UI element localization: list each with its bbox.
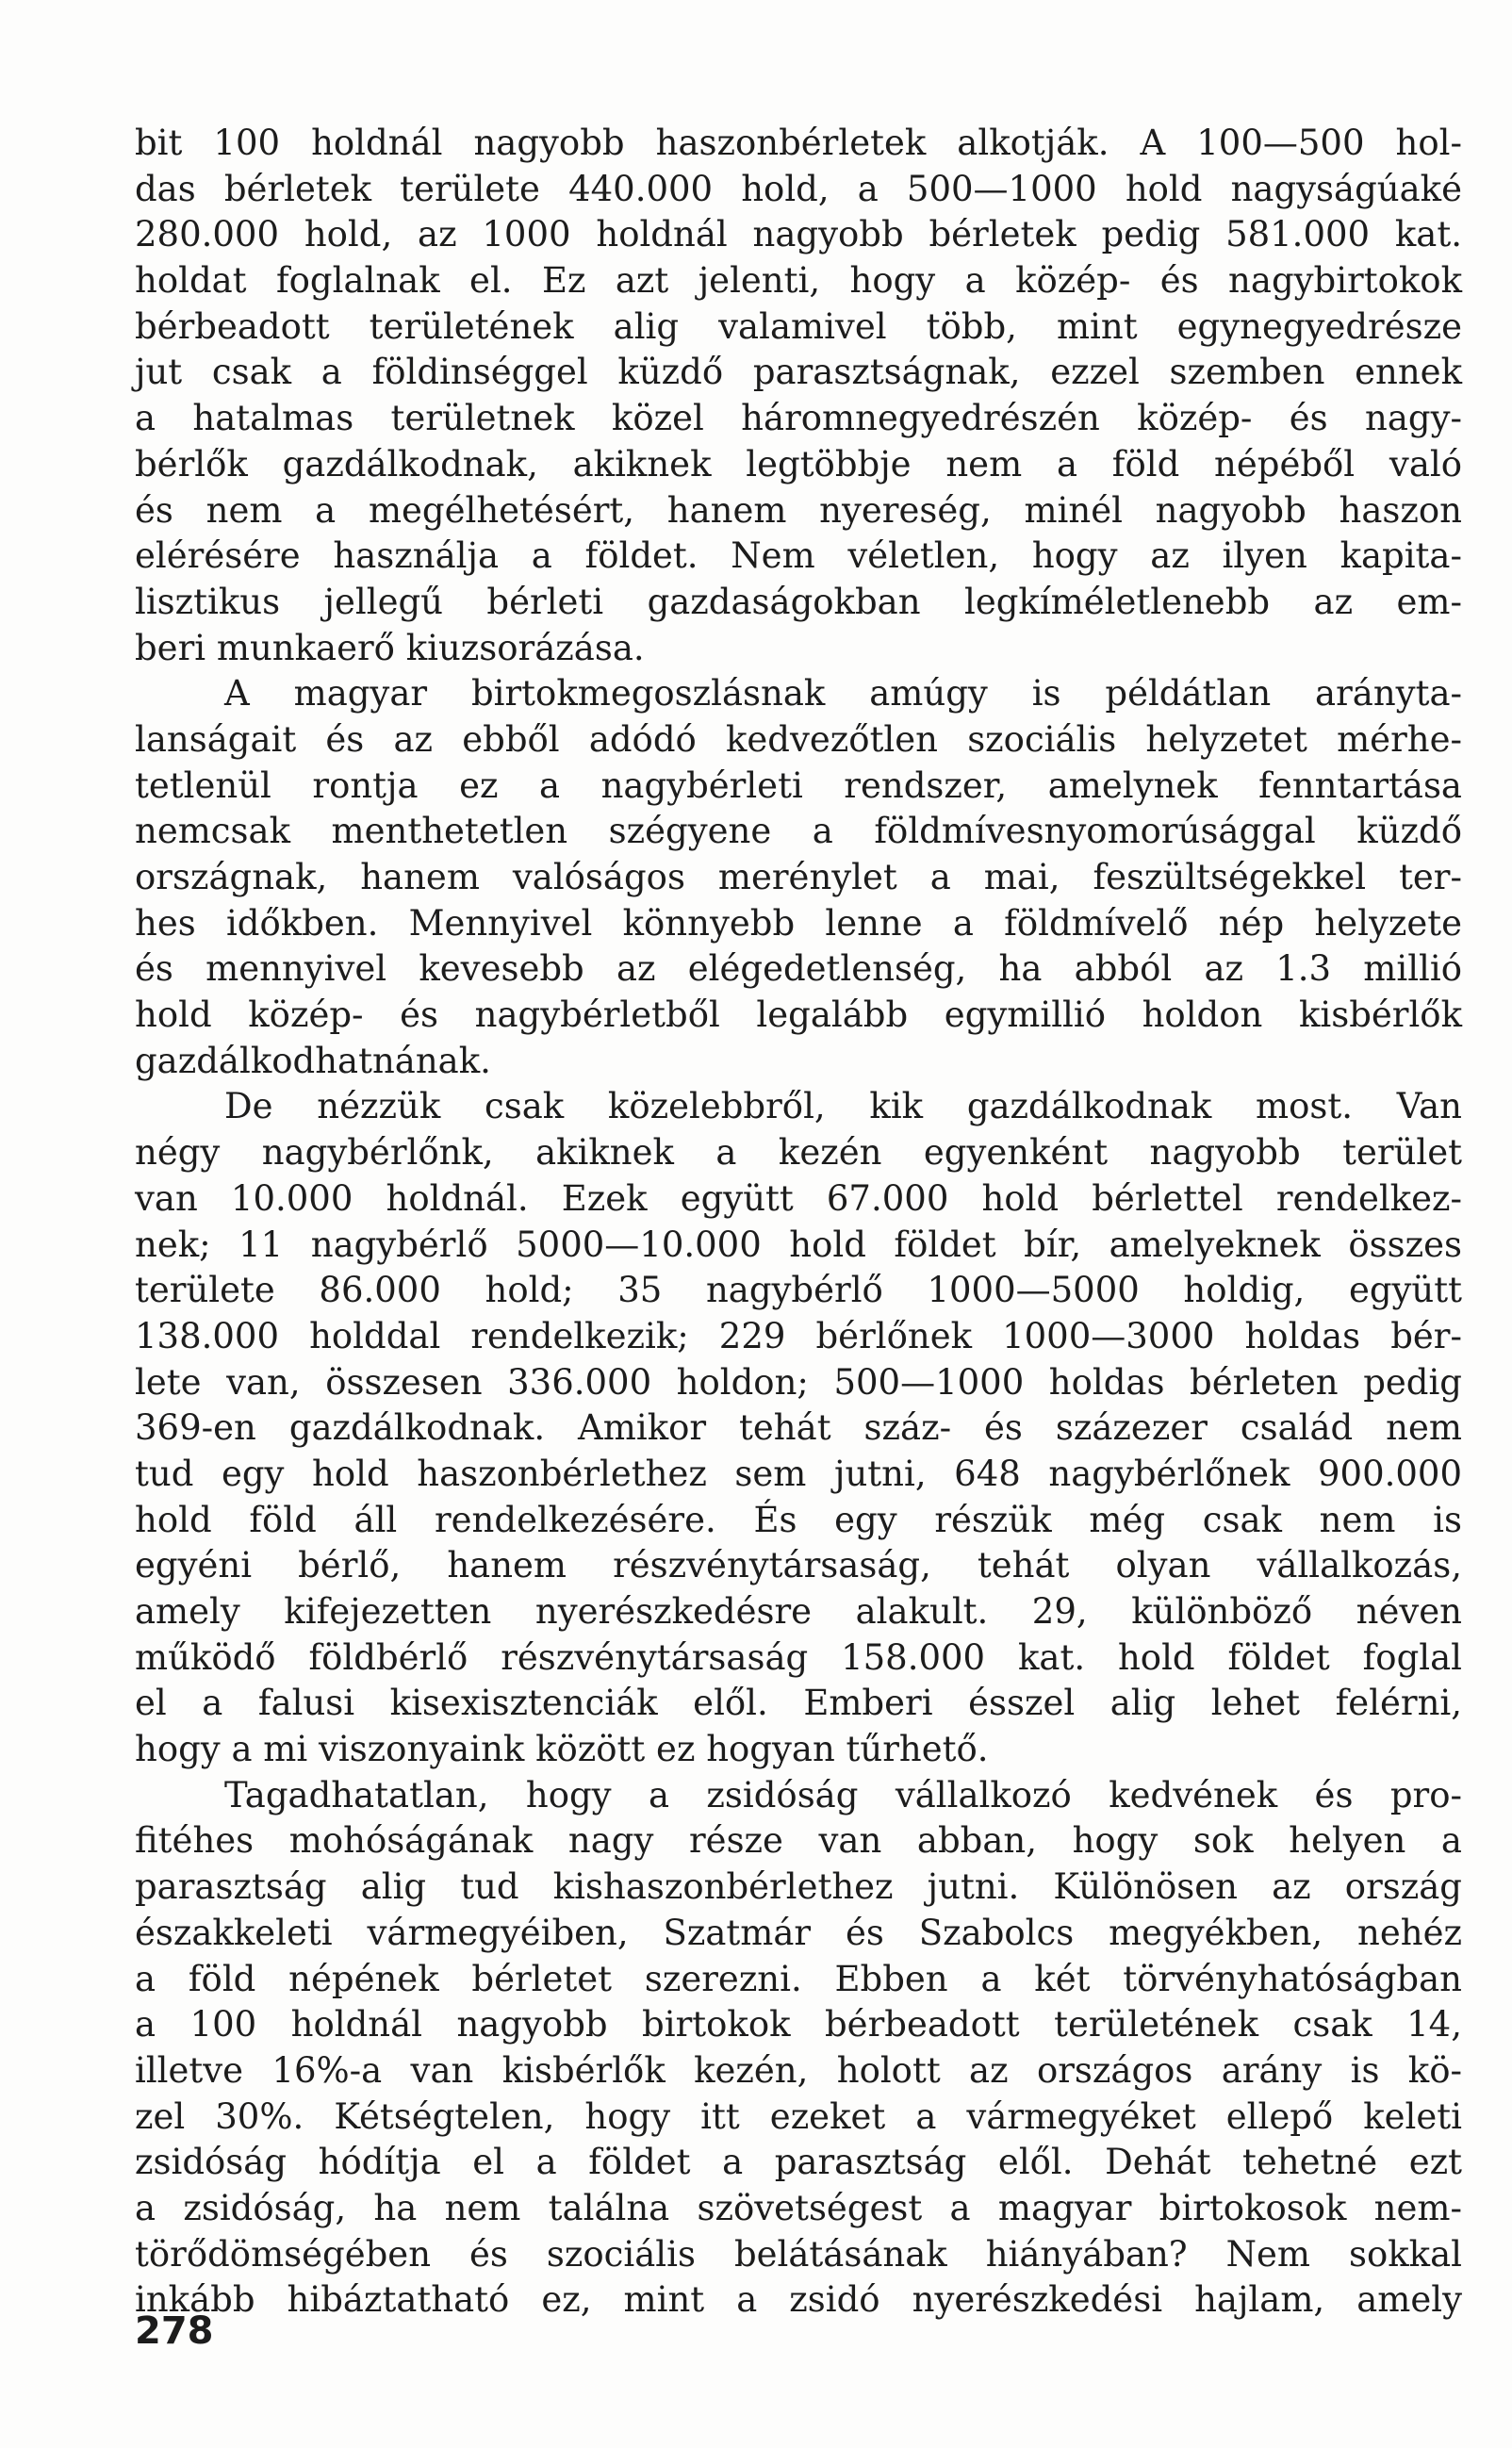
body-text (135, 121, 1462, 2324)
text-line: amely kifejezetten nyerészkedésre alakult. 29, különböző néven (135, 1591, 1462, 1632)
text-line: parasztság alig tud kishaszonbérlethez jutni. Különösen az ország (135, 1866, 1462, 1908)
text-line: hold közép- és nagybérletből legalább egymillió holdon kisbérlők (135, 994, 1462, 1036)
text-line: működő földbérlő részvénytársaság 158.000 kat. hold földet foglal (135, 1636, 1462, 1678)
text-line: zel 30%. Kétségtelen, hogy itt ezeket a vármegyéket ellepő keleti (135, 2095, 1462, 2137)
text-line: 369-en gazdálkodnak. Amikor tehát száz- és százezer család nem (135, 1407, 1462, 1449)
text-line: holdat foglalnak el. Ez azt jelenti, hogy a közép- és nagybirtokok (135, 260, 1462, 302)
text-line: beri munkaerő kiuzsorázása. (135, 627, 645, 668)
text-line: országnak, hanem valóságos merénylet a mai, feszültségekkel ter- (135, 857, 1462, 897)
text-line: nemcsak menthetetlen szégyene a földmívesnyomorúsággal küzdő (135, 811, 1462, 852)
text-line: egyéni bérlő, hanem részvénytársaság, tehát olyan vállalkozás, (135, 1545, 1462, 1586)
text-line: bit 100 holdnál nagyobb haszonbérletek alkotják. A 100—500 hol- (135, 123, 1462, 163)
text-line: nek; 11 nagybérlő 5000—10.000 hold földet bír, amelyeknek összes (135, 1224, 1462, 1265)
text-line: bérlők gazdálkodnak, akiknek legtöbbje nem a föld népéből való (135, 443, 1462, 485)
text-line: tetlenül rontja ez a nagybérleti rendszer, amelynek fenntartása (135, 764, 1462, 806)
text-line: fitéhes mohóságának nagy része van abban, hogy sok helyen a (135, 1820, 1462, 1862)
page-number: 278 (135, 2309, 214, 2353)
text-line: tud egy hold haszonbérlethez sem jutni, 648 nagybérlőnek 900.000 (135, 1453, 1462, 1494)
text-line: el a falusi kisexisztenciák elől. Emberi ésszel alig lehet felérni, (135, 1683, 1462, 1724)
text-line: van 10.000 holdnál. Ezek együtt 67.000 hold bérlettel rendelkez- (135, 1177, 1462, 1219)
text-line: hogy a mi viszonyaink között ez hogyan tűrhető. (135, 1729, 989, 1770)
text-line: inkább hibáztatható ez, mint a zsidó nyerészkedési hajlam, amely (135, 2279, 1462, 2321)
text-line: jut csak a földinséggel küzdő parasztságnak, ezzel szemben ennek (135, 352, 1462, 393)
text-line: területe 86.000 hold; 35 nagybérlő 1000—5000 holdig, együtt (135, 1270, 1462, 1311)
text-line: lete van, összesen 336.000 holdon; 500—1000 holdas bérleten pedig (135, 1361, 1462, 1403)
text-line: Tagadhatatlan, hogy a zsidóság vállalkozó kedvének és pro- (224, 1774, 1462, 1815)
text-line: a hatalmas területnek közel háromnegyedrészén közép- és nagy- (135, 398, 1462, 439)
text-line: hes időkben. Mennyivel könnyebb lenne a földmívelő nép helyzete (135, 902, 1462, 944)
text-line: elérésére használja a földet. Nem véletlen, hogy az ilyen kapita- (135, 535, 1462, 577)
text-line: és nem a megélhetésért, hanem nyereség, minél nagyobb haszon (135, 489, 1462, 531)
text-line: 138.000 holddal rendelkezik; 229 bérlőnek 1000—3000 holdas bér- (135, 1315, 1462, 1356)
text-line: gazdálkodhatnának. (135, 1040, 491, 1081)
text-line: zsidóság hódítja el a földet a parasztság elől. Dehát tehetné ezt (135, 2142, 1462, 2183)
text-line: das bérletek területe 440.000 hold, a 500—1000 hold nagyságúaké (135, 168, 1462, 209)
text-line: lisztikus jellegű bérleti gazdaságokban legkíméletlenebb az em- (135, 581, 1462, 622)
text-line: lanságait és az ebből adódó kedvezőtlen szociális helyzetet mérhe- (135, 718, 1462, 760)
text-line: 280.000 hold, az 1000 holdnál nagyobb bérletek pedig 581.000 kat. (135, 214, 1462, 255)
text-line: négy nagybérlőnk, akiknek a kezén egyenként nagyobb terület (135, 1132, 1462, 1174)
text-line: A magyar birtokmegoszlásnak amúgy is példátlan arányta- (224, 673, 1462, 715)
text-line: törődömségében és szociális belátásának hiányában? Nem sokkal (135, 2233, 1462, 2275)
text-line: illetve 16%-a van kisbérlők kezén, holott az országos arány is kö- (135, 2049, 1462, 2091)
text-line: a 100 holdnál nagyobb birtokok bérbeadott területének csak 14, (135, 2004, 1462, 2045)
text-line: bérbeadott területének alig valamivel több, mint egynegyedrésze (135, 305, 1462, 347)
text-line: a zsidóság, ha nem találna szövetségest a magyar birtokosok nem- (135, 2187, 1462, 2228)
text-line: északkeleti vármegyéiben, Szatmár és Szabolcs megyékben, nehéz (135, 1912, 1462, 1953)
text-line: és mennyivel kevesebb az elégedetlenség, ha abból az 1.3 millió (135, 948, 1462, 990)
text-line: a föld népének bérletet szerezni. Ebben a két törvényhatóságban (135, 1958, 1462, 1999)
text-line: hold föld áll rendelkezésére. És egy részük még csak nem is (135, 1499, 1462, 1540)
text-line: De nézzük csak közelebbről, kik gazdálkodnak most. Van (224, 1086, 1462, 1127)
